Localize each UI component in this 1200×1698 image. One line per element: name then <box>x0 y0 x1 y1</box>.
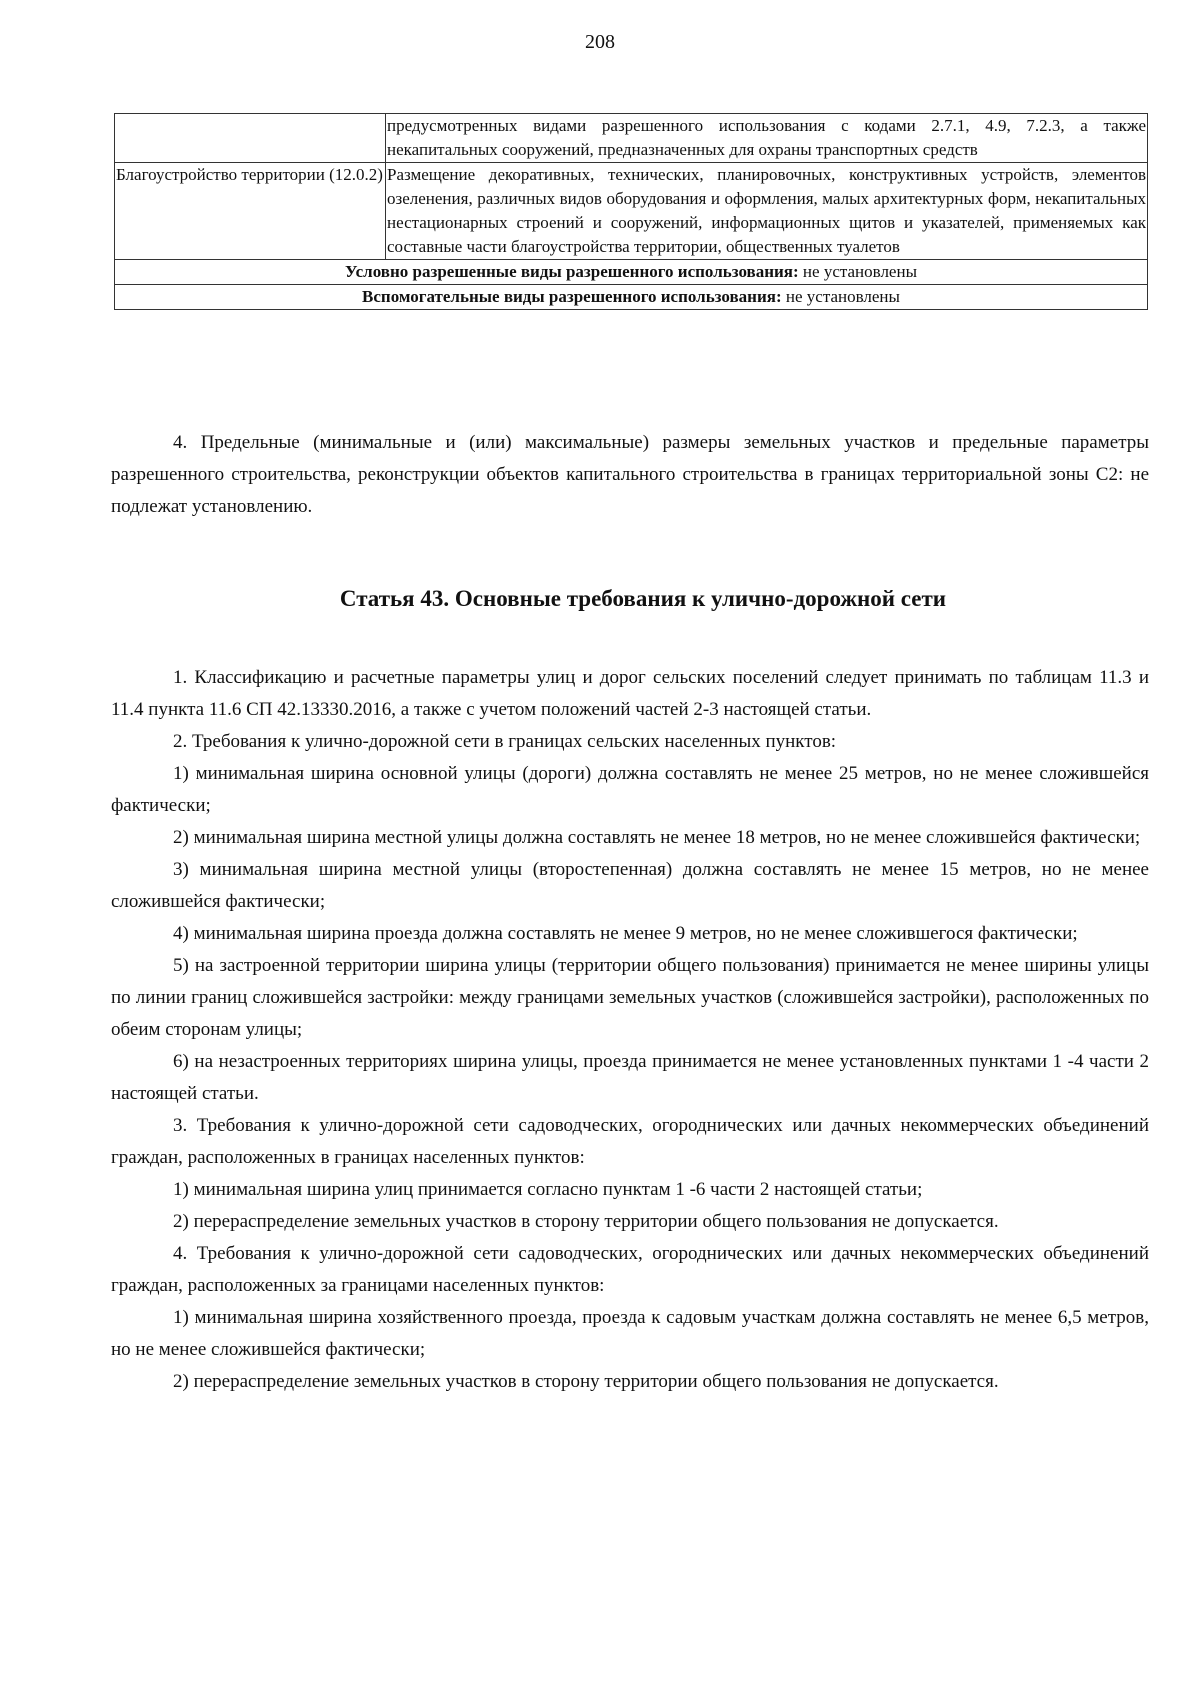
document-body <box>111 427 1149 1398</box>
conditional-uses-value: не установлены <box>798 262 917 281</box>
table-row <box>115 260 1148 285</box>
table-row <box>115 285 1148 310</box>
list-item: 2) перераспределение земельных участков в сторону территории общего пользования не допускается. <box>173 1211 999 1232</box>
conditional-uses-label: Условно разрешенные виды разрешенного использования: <box>345 262 799 281</box>
list-item: 6) на незастроенных территориях ширина улицы, проезда принимается не менее установленных пунктами 1 -4 части 2 настоящей статьи. <box>111 1051 1149 1104</box>
use-description-cell: предусмотренных видами разрешенного использования с кодами 2.7.1, 4.9, 7.2.3, а также некапитальных сооружений, предназначенных для охраны транспортных средств <box>386 114 1148 163</box>
paragraph: 1. Классификацию и расчетные параметры улиц и дорог сельских поселений следует принимать по таблицам 11.3 и 11.4 пункта 11.6 СП 42.13330.2016, а также с учетом положений частей 2-3 настоящей статьи. <box>111 667 1149 720</box>
table-row <box>115 163 1148 260</box>
page-number: 208 <box>585 31 615 53</box>
paragraph: 4. Требования к улично-дорожной сети садоводческих, огороднических или дачных некоммерческих объединений граждан, расположенных за границами населенных пунктов: <box>111 1243 1149 1296</box>
list-item: 1) минимальная ширина основной улицы (дороги) должна составлять не менее 25 метров, но не менее сложившейся фактически; <box>111 763 1149 816</box>
conditional-uses-cell <box>115 260 1148 285</box>
list-item: 1) минимальная ширина улиц принимается согласно пунктам 1 -6 части 2 настоящей статьи; <box>173 1179 923 1200</box>
land-use-table <box>114 113 1148 310</box>
list-item: 3) минимальная ширина местной улицы (второстепенная) должна составлять не менее 15 метров, но не менее сложившейся фактически; <box>111 859 1149 912</box>
use-name-cell <box>115 114 386 163</box>
article-paragraphs <box>111 662 1149 1398</box>
list-item: 2) минимальная ширина местной улицы должна составлять не менее 18 метров, но не менее сложившейся фактически; <box>173 827 1141 848</box>
use-name-cell: Благоустройство территории (12.0.2) <box>115 163 386 260</box>
use-description-cell: Размещение декоративных, технических, планировочных, конструктивных устройств, элементов озеленения, различных видов оборудования и оформления, малых архитектурных форм, некапитальных нестационарных строений и сооружений, информационных щитов и указателей, применяемых как составные части благоустройства территории, общественных туалетов <box>386 163 1148 260</box>
list-item: 1) минимальная ширина хозяйственного проезда, проезда к садовым участкам должна составлять не менее 6,5 метров, но не менее сложившейся фактически; <box>111 1307 1149 1360</box>
auxiliary-uses-value: не установлены <box>781 287 900 306</box>
auxiliary-uses-label: Вспомогательные виды разрешенного использования: <box>362 287 782 306</box>
auxiliary-uses-cell <box>115 285 1148 310</box>
paragraph: 3. Требования к улично-дорожной сети садоводческих, огороднических или дачных некоммерческих объединений граждан, расположенных в границах населенных пунктов: <box>111 1115 1149 1168</box>
list-item: 4) минимальная ширина проезда должна составлять не менее 9 метров, но не менее сложившегося фактически; <box>173 923 1078 944</box>
paragraph: 2. Требования к улично-дорожной сети в границах сельских населенных пунктов: <box>173 731 837 752</box>
table-row <box>115 114 1148 163</box>
list-item: 5) на застроенной территории ширина улицы (территории общего пользования) принимается не менее ширины улицы по линии границ сложившейся застройки: между границами земельных участков (сложившейся застройки), расположенных по обеим сторонам улицы; <box>111 955 1149 1040</box>
article-title: Статья 43. Основные требования к улично-дорожной сети <box>339 586 947 611</box>
paragraph-limits: 4. Предельные (минимальные и (или) максимальные) размеры земельных участков и предельные параметры разрешенного строительства, реконструкции объектов капитального строительства в границах территориальной зоны С2: не подлежат установлению. <box>111 432 1149 517</box>
list-item: 2) перераспределение земельных участков в сторону территории общего пользования не допускается. <box>173 1371 999 1392</box>
